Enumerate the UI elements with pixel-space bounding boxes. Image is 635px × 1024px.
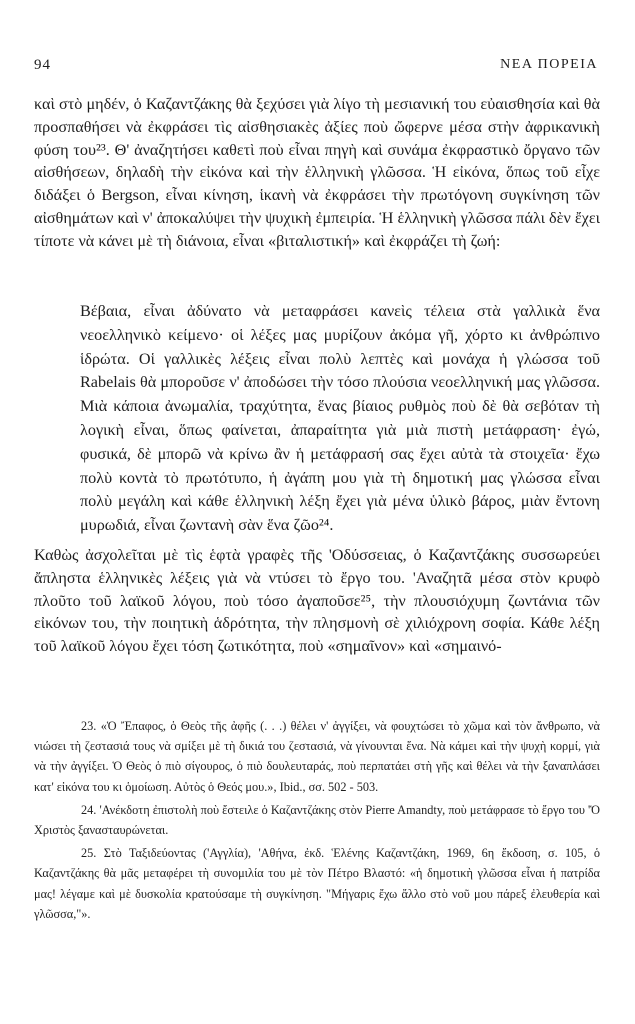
page-number: 94 xyxy=(34,57,51,73)
running-title: ΝΕΑ ΠΟΡΕΙΑ xyxy=(500,57,598,72)
body-paragraph-1: καὶ στὸ μηδέν, ὁ Καζαντζάκης θὰ ξεχύσει γιὰ λίγο τὴ μεσιανική του εὐαισθησία καὶ θὰ προσπαθήσει νὰ ἐκφράσει τὶς αἰσθησιακὲς ἀξίες ποὺ ὤφερνε μέσα στὴν ἀφρικανικὴ φύση του²³. Θ' ἀναζητήσει καθετὶ ποὺ εἶναι πηγὴ καὶ συνάμα ἐκφραστικὸ ὄργανο τῶν αἰσθήσεων, δηλαδὴ τὴν εἰκόνα καὶ τὴν ἑλληνικὴ γλῶσσα. Ἡ εἰκόνα, ὅπως τοῦ εἶχε διδάξει ὁ Bergson, εἶναι κίνηση, ἱκανὴ νὰ ἐκφράσει τὴν πρωτόγονη συγκίνηση τῶν αἰσθημάτων καὶ ν' ἀποκαλύψει τὴν ψυχικὴ ἐμπειρία. Ἡ ἑλληνικὴ γλῶσσα πάλι δὲν ἔχει τίποτε νὰ κάνει μὲ τὴ διάνοια, εἶναι «βιταλιστική» καὶ ἐκφράζει τὴ ζωή: xyxy=(34,95,600,250)
body-paragraph-2: Καθὼς ἀσχολεῖται μὲ τὶς ἑφτὰ γραφὲς τῆς 'Οδύσσειας, ὁ Καζαντζάκης συσσωρεύει ἄπληστα ἑλληνικὲς λέξεις γιὰ νὰ ντύσει τὸ ἔργο του. 'Αναζητᾶ μέσα στὸν κρυφὸ πλοῦτο τοῦ λαϊκοῦ λόγου, ποὺ τόσο ἀγαποῦσε²⁵, τὴν πλουσιόχυμη ζωντάνια τῶν εἰκόνων του, τὴν ποιητικὴ ἁδρότητα, τὴν πλησμονὴ σὲ χιλιόχρονη σοφία. Κάθε λέξη τοῦ λαϊκοῦ λόγου ἔχει τόση ζωτικότητα, ποὺ «σημαῖνον» καὶ «σημαινό- xyxy=(34,546,600,656)
footnotes xyxy=(34,716,600,927)
footnote-24: 24. 'Ανέκδοτη ἐπιστολὴ ποὺ ἔστειλε ὁ Καζαντζάκης στὸν Pierre Amandty, ποὺ μετάφρασε τὸ ἔργο του 'Ὁ Χριστὸς ξανασταυρώνεται. xyxy=(34,802,600,838)
page-header xyxy=(0,57,635,77)
footnote-23: 23. «Ὁ Ἔπαφος, ὁ Θεὸς τῆς ἀφῆς (. . .) θέλει ν' ἀγγίξει, νὰ φουχτώσει τὸ χῶμα καὶ τὸν ἄνθρωπο, νὰ νιώσει τὴ ζεστασιά τους νὰ σμίξει μὲ τὴ δικιά του ζεστασιά, νὰ γίνουνται ἕνα. Νὰ κάμει καὶ τὴν ψυχὴ κορμί, γιὰ νὰ τὴν ἀγγίξει. Ὁ Θεὸς ὁ πιὸ σίγουρος, ὁ πιὸ δουλευταράς, ποὺ περπατάει στὴ γῆς καὶ θέλει νὰ τὴν ξαναπλάσει κατ' εἰκόνα του κι ὁμοίωση. Αὐτὸς ὁ Θεός μου.», Ibid., σσ. 502 - 503. xyxy=(34,719,600,794)
footnote-25: 25. Στὸ Ταξιδεύοντας ('Αγγλία), 'Αθήνα, ἐκδ. Ἑλένης Καζαντζάκη, 1969, 6η ἔκδοση, σ. 105, ὁ Καζαντζάκης θὰ μᾶς μεταφέρει τὴ συνομιλία του μὲ τὸν Πέτρο Βλαστό: «ἡ δημοτικὴ γλῶσσα εἶναι ἡ πατρίδα μας! λέγαμε καὶ μὲ δυσκολία κρατούσαμε τὴ συγκίνηση. "Μήγαρις ἔχω ἄλλο στὸ νοῦ μου πάρεξ ἐλευθερία καὶ γλῶσσα,"». xyxy=(34,846,600,921)
block-quote: Βέβαια, εἶναι ἀδύνατο νὰ μεταφράσει κανεὶς τέλεια στὰ γαλλικὰ ἕνα νεοελληνικὸ κείμενο· οἱ λέξες μας μυρίζουν ἀκόμα γῆ, χόρτο κι ἀνθρώπινο ἱδρώτα. Οἱ γαλλικὲς λέξεις εἶναι πολὺ λεπτὲς καὶ μονάχα ἡ γλώσσα τοῦ Rabelais θὰ μποροῦσε ν' ἀποδώσει τὴν τόσο πλούσια νεοελληνική μας γλῶσσα. Μιὰ κάποια ἀνωμαλία, τραχύτητα, ἕνας βίαιος ρυθμὸς ποὺ δὲ θὰ σεβόταν τὴ λογικὴ εἶναι, ὅπως φαίνεται, ἀπαραίτητα γιὰ μιὰ πιστὴ μετάφραση· ἐγώ, φυσικά, δὲ μπορῶ νὰ κρίνω ἂν ἡ μετάφρασή σας ἔχει αὐτὰ τὰ στοιχεῖα· ἔχω πολὺ κοντὰ τὸ πρωτότυπο, ἡ ἀγάπη μου γιὰ τὴ δημοτική μας γλώσσα εἶναι πολὺ μεγάλη καὶ κάθε ἑλληνικὴ λέξη ἔχει γιὰ μένα ὑλικὸ βάρος, μιὰν ἔντονη μυρωδιά, εἶναι ζωντανὴ σὰν ἕνα ζῶο²⁴. xyxy=(80,302,600,535)
